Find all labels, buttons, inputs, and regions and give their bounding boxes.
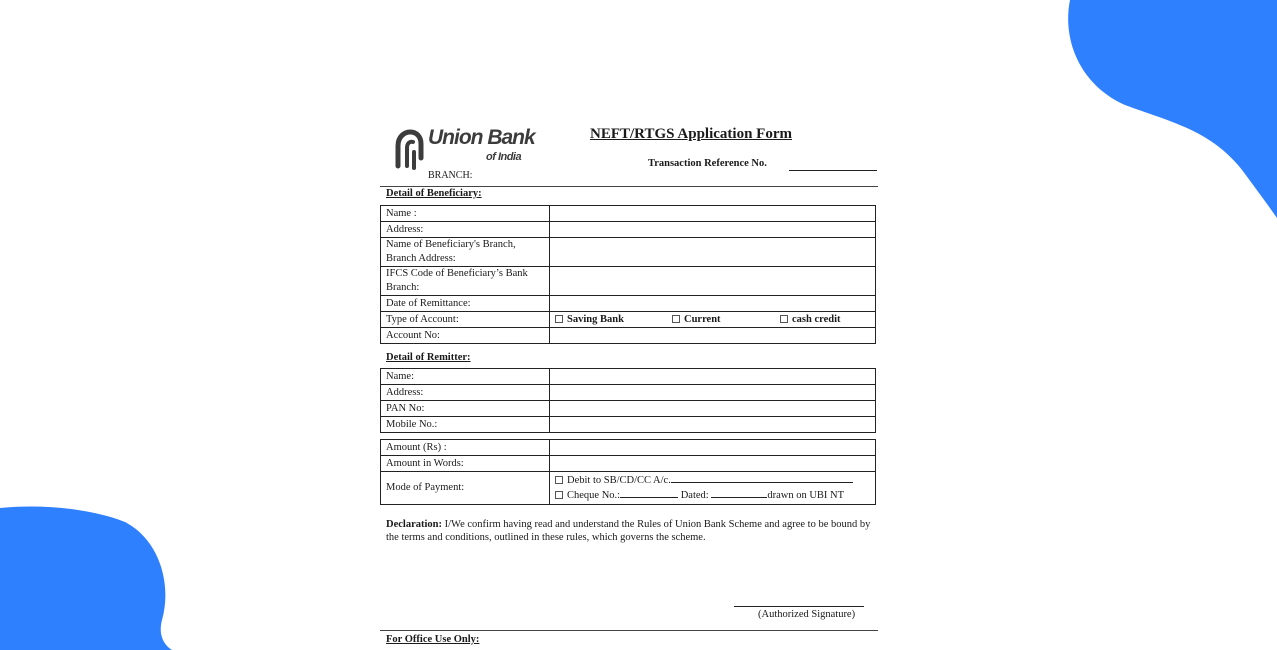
debit-label: Debit to SB/CD/CC A/c. — [567, 475, 671, 486]
cheque-checkbox-icon[interactable] — [555, 491, 563, 499]
mode-of-payment-label: Mode of Payment: — [381, 472, 550, 505]
table-row — [381, 267, 876, 296]
ifsc-code-label-line2: Branch: — [386, 282, 420, 293]
union-bank-logo-icon — [392, 128, 426, 170]
type-of-account-options — [550, 312, 876, 328]
declaration-body: I/We confirm having read and understand the Rules of Union Bank Scheme and agree to be bound by the terms and conditions, outlined in these rules, which governs the scheme. — [386, 519, 871, 543]
table-row — [381, 312, 876, 328]
dated-label: Dated: — [680, 490, 709, 501]
signature-line[interactable] — [734, 606, 864, 607]
mobile-no-label: Mobile No.: — [381, 417, 550, 433]
cheque-option[interactable] — [555, 488, 875, 503]
pan-no-label: PAN No: — [381, 401, 550, 417]
table-row — [381, 417, 876, 433]
table-row — [381, 456, 876, 472]
cash-credit-label: cash credit — [792, 313, 841, 325]
remitter-address-field[interactable] — [550, 385, 876, 401]
table-row — [381, 385, 876, 401]
beneficiary-table — [380, 205, 876, 344]
cheque-no-field[interactable] — [620, 488, 678, 498]
cash-credit-checkbox-icon[interactable] — [780, 315, 788, 323]
remitter-address-label: Address: — [381, 385, 550, 401]
account-no-label: Account No: — [381, 328, 550, 344]
decorative-blob-bottom-left — [0, 500, 180, 650]
beneficiary-branch-label-line1: Name of Beneficiary's Branch, — [386, 239, 516, 250]
table-row — [381, 440, 876, 456]
date-of-remittance-label: Date of Remittance: — [381, 296, 550, 312]
declaration-text — [386, 518, 874, 544]
saving-bank-label: Saving Bank — [567, 313, 624, 325]
table-row — [381, 296, 876, 312]
debit-account-field[interactable] — [671, 473, 853, 483]
table-row — [381, 222, 876, 238]
beneficiary-section-title: Detail of Beneficiary: — [386, 188, 482, 199]
table-row — [381, 401, 876, 417]
amount-field[interactable] — [550, 440, 876, 456]
remitter-table — [380, 368, 876, 433]
current-option[interactable] — [672, 313, 780, 327]
remitter-section-title: Detail of Remitter: — [386, 352, 471, 363]
debit-option[interactable] — [555, 473, 875, 488]
office-use-title: For Office Use Only: — [386, 634, 480, 645]
cheque-label: Cheque No.: — [567, 490, 621, 501]
payment-table — [380, 439, 876, 505]
remitter-name-field[interactable] — [550, 369, 876, 385]
branch-label: BRANCH: — [428, 170, 473, 181]
header-divider — [380, 186, 878, 187]
decorative-blob-top-right — [1060, 0, 1277, 220]
pan-no-field[interactable] — [550, 401, 876, 417]
transaction-reference-label: Transaction Reference No. — [648, 158, 767, 169]
beneficiary-name-label: Name : — [381, 206, 550, 222]
table-row — [381, 238, 876, 267]
ifsc-code-field[interactable] — [550, 267, 876, 296]
current-checkbox-icon[interactable] — [672, 315, 680, 323]
debit-checkbox-icon[interactable] — [555, 476, 563, 484]
table-row — [381, 472, 876, 505]
authorized-signature-label: (Authorized Signature) — [758, 609, 856, 620]
office-use-divider — [380, 630, 878, 631]
amount-in-words-field[interactable] — [550, 456, 876, 472]
drawn-on-label: drawn on UBI NT — [767, 490, 845, 501]
cash-credit-option[interactable] — [780, 313, 841, 327]
table-row — [381, 369, 876, 385]
transaction-reference-field[interactable] — [789, 170, 877, 171]
current-label: Current — [684, 313, 721, 325]
beneficiary-branch-label-line2: Branch Address: — [386, 253, 456, 264]
account-no-field[interactable] — [550, 328, 876, 344]
beneficiary-address-label: Address: — [381, 222, 550, 238]
beneficiary-name-field[interactable] — [550, 206, 876, 222]
cheque-date-field[interactable] — [711, 488, 767, 498]
saving-bank-checkbox-icon[interactable] — [555, 315, 563, 323]
type-of-account-label: Type of Account: — [381, 312, 550, 328]
beneficiary-address-field[interactable] — [550, 222, 876, 238]
amount-label: Amount (Rs) : — [381, 440, 550, 456]
logo-bank-name: Union Bank — [428, 126, 535, 149]
mobile-no-field[interactable] — [550, 417, 876, 433]
declaration-heading: Declaration: — [386, 519, 442, 530]
logo-bank-subtitle: of India — [486, 151, 522, 163]
ifsc-code-label — [381, 267, 550, 296]
bank-logo — [392, 126, 535, 172]
beneficiary-branch-label — [381, 238, 550, 267]
table-row — [381, 328, 876, 344]
mode-of-payment-options — [550, 472, 876, 505]
amount-in-words-label: Amount in Words: — [381, 456, 550, 472]
table-row — [381, 206, 876, 222]
date-of-remittance-field[interactable] — [550, 296, 876, 312]
beneficiary-branch-field[interactable] — [550, 238, 876, 267]
form-title: NEFT/RTGS Application Form — [590, 126, 792, 142]
saving-bank-option[interactable] — [555, 313, 672, 327]
ifsc-code-label-line1: IFCS Code of Beneficiary’s Bank — [386, 268, 528, 279]
remitter-name-label: Name: — [381, 369, 550, 385]
neft-rtgs-form — [380, 118, 880, 650]
